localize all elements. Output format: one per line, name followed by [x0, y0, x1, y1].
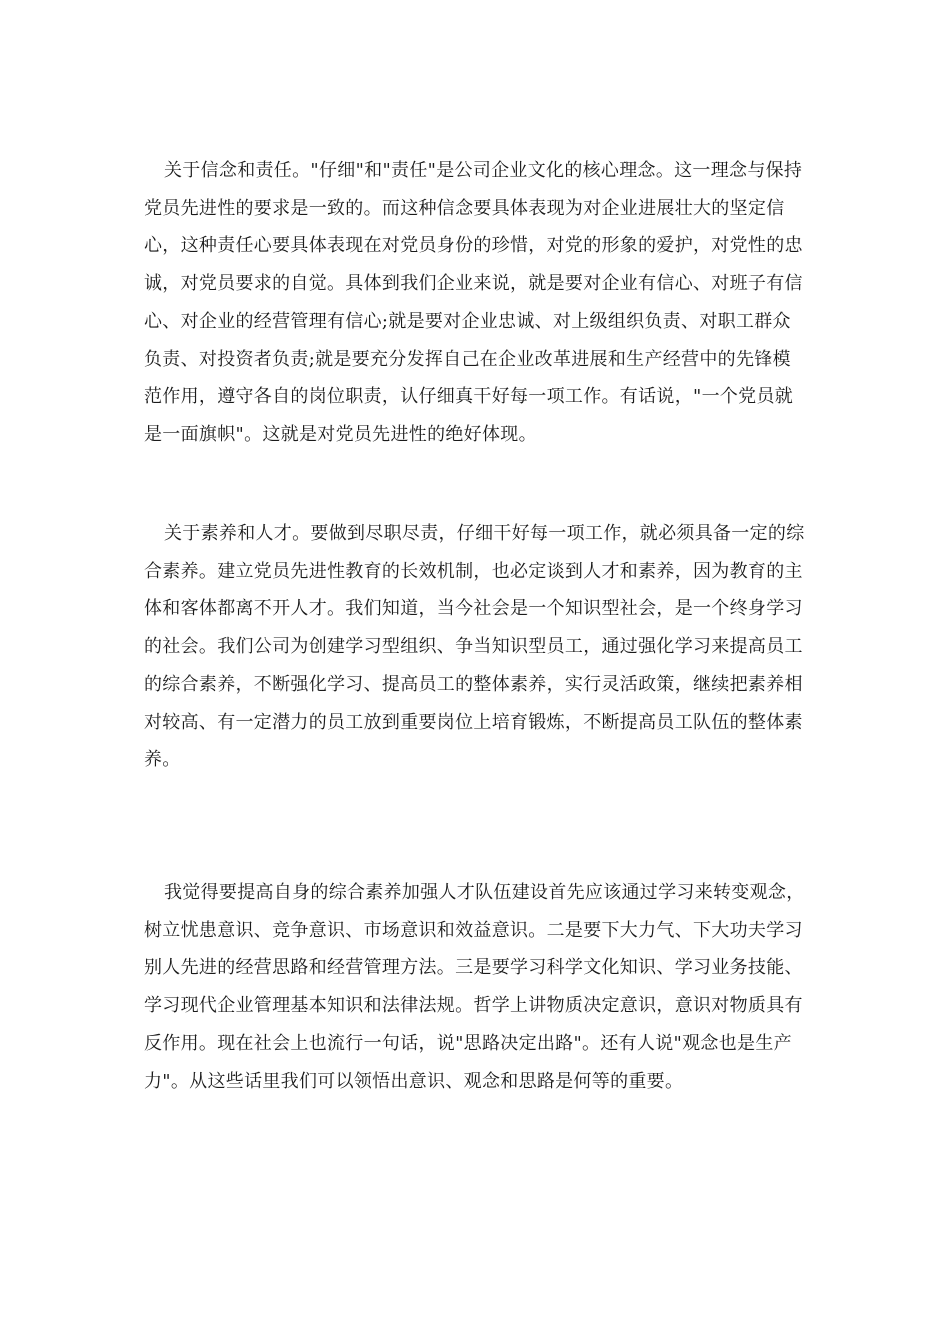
paragraph-faith-responsibility: 关于信念和责任。"仔细"和"责任"是公司企业文化的核心理念。这一理念与保持党员先进性的要求是一致的。而这种信念要具体表现为对企业进展壮大的坚定信心，这种责任心要具体表现在对党员身份的珍惜，对党的形象的爱护，对党性的忠诚，对党员要求的自觉。具体到我们企业来说，就是要对企业有信心、对班子有信心、对企业的经营管理有信心;就是要对企业忠诚、对上级组织负责、对职工群众负责、对投资者负责;就是要充分发挥自己在企业改革进展和生产经营中的先锋模范作用，遵守各自的岗位职责，认仔细真干好每一项工作。有话说，"一个党员就是一面旗帜"。这就是对党员先进性的绝好体现。 [144, 160, 803, 445]
paragraph-learning-ideas: 我觉得要提高自身的综合素养加强人才队伍建设首先应该通过学习来转变观念，树立忧患意识、竞争意识、市场意识和效益意识。二是要下大力气、下大功夫学习别人先进的经营思路和经营管理方法。三是要学习科学文化知识、学习业务技能、学习现代企业管理基本知识和法律法规。哲学上讲物质决定意识，意识对物质具有反作用。现在社会上也流行一句话，说"思路决定出路"。还有人说"观念也是生产力"。从这些话里我们可以领悟出意识、观念和思路是何等的重要。 [144, 882, 805, 1092]
paragraph-quality-talent: 关于素养和人才。要做到尽职尽责，仔细干好每一项工作，就必须具备一定的综合素养。建立党员先进性教育的长效机制，也必定谈到人才和素养，因为教育的主体和客体都离不开人才。我们知道，当今社会是一个知识型社会，是一个终身学习的社会。我们公司为创建学习型组织、争当知识型员工，通过强化学习来提高员工的综合素养，不断强化学习、提高员工的整体素养，实行灵活政策，继续把素养相对较高、有一定潜力的员工放到重要岗位上培育锻炼，不断提高员工队伍的整体素养。 [144, 523, 805, 771]
